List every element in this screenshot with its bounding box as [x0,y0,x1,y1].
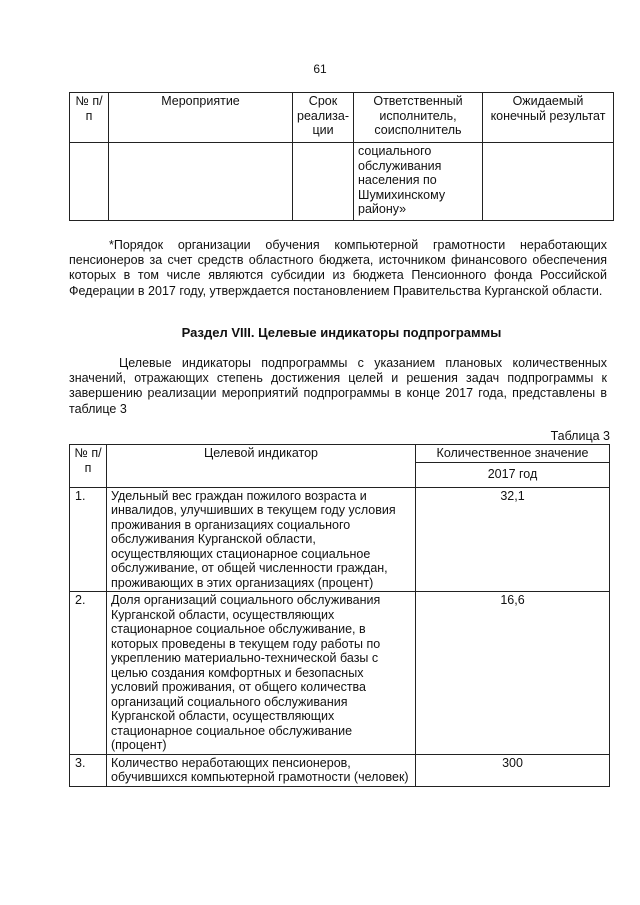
intro-paragraph [69,356,607,417]
section-title: Раздел VIII. Целевые индикаторы подпрограммы [181,325,502,340]
cell-result [483,143,614,221]
row-value: 300 [416,754,610,786]
events-table [69,92,614,221]
table-row [70,487,610,592]
header-event: Мероприятие [109,93,293,143]
table-row [70,143,614,221]
footnote-text: *Порядок организации обучения компьютерной грамотности неработающих пенсионеров за счет средств областного бюджета, источником финансового обеспечения которых в том числе являются субсидии из бюджета Пенсионного фонда Российской Федерации в 2017 году, утверждается постановлением Правительства Курганской области. [69,238,607,298]
intro-text: Целевые индикаторы подпрограммы с указанием плановых количественных значений, отражающих степень достижения целей и решения задач подпрограммы к завершению реализации мероприятий подпрограммы в конце 2017 года, представлены в таблице 3 [69,356,607,416]
row-value: 16,6 [416,592,610,755]
header-term: Срок реализа-ции [293,93,354,143]
header-value: Количественное значение [416,445,610,463]
row-indicator: Доля организаций социального обслуживания Курганской области, осуществляющих стационарное социальное обслуживание, в которых проведены в текущем году работы по укреплению материально-технической базы с целью создания комфортных и безопасных условий проживания, от общего количества организаций социального обслуживания Курганской области, осуществляющих стационарное социальное обслуживание (процент) [107,592,416,755]
row-num: 3. [70,754,107,786]
indicators-table [69,444,610,787]
table-row [70,754,610,786]
cell-event [109,143,293,221]
header-responsible: Ответственный исполнитель, соисполнитель [354,93,483,143]
footnote [69,238,607,299]
header-year: 2017 год [416,462,610,487]
row-indicator: Удельный вес граждан пожилого возраста и инвалидов, улучшивших в текущем году условия проживания в организациях социального обслуживания Курганской области, осуществляющих стационарное социальное обслуживание, от общей численности граждан, проживающих в этих организациях (процент) [107,487,416,592]
header-indicator: Целевой индикатор [107,445,416,488]
row-num: 1. [70,487,107,592]
row-num: 2. [70,592,107,755]
table-header-row [70,445,610,463]
header-result: Ожидаемый конечный результат [483,93,614,143]
cell-term [293,143,354,221]
cell-num [70,143,109,221]
table-caption: Таблица 3 [550,429,610,443]
page-number: 61 [313,62,327,76]
table-header-row [70,93,614,143]
header-num: № п/п [70,445,107,488]
header-num: № п/п [70,93,109,143]
row-value: 32,1 [416,487,610,592]
cell-responsible: социального обслуживания населения по Шумихинскому району» [354,143,483,221]
row-indicator: Количество неработающих пенсионеров, обучившихся компьютерной грамотности (человек) [107,754,416,786]
table-row [70,592,610,755]
